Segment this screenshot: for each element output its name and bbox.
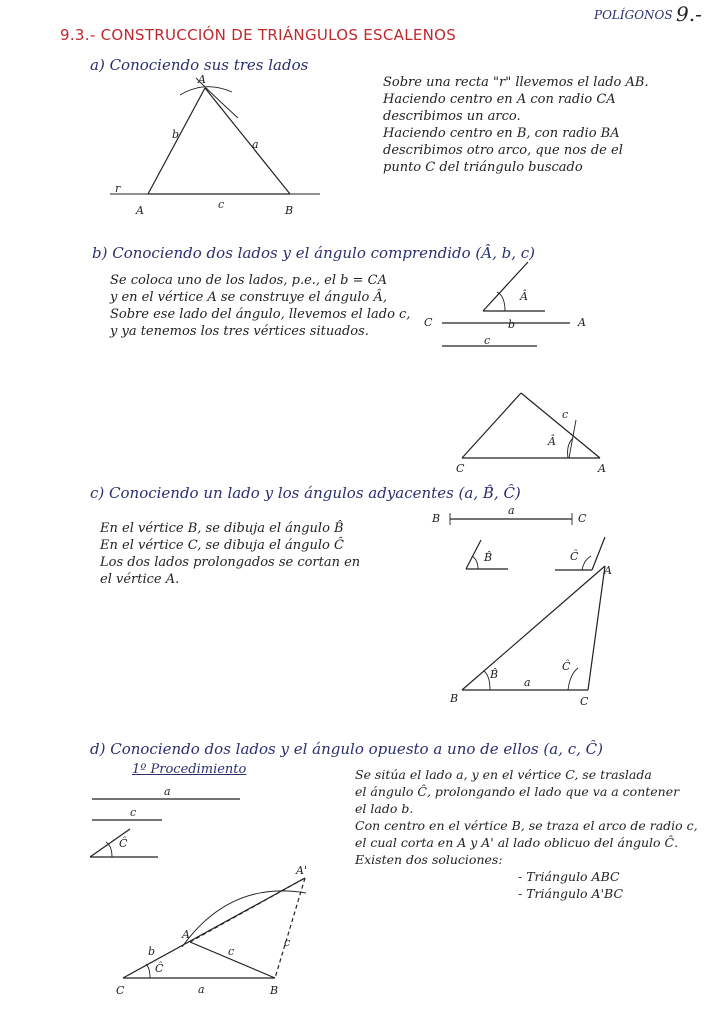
vertex-label: B xyxy=(285,204,294,217)
angle-a-reference xyxy=(483,262,545,311)
text-line: el vértice A. xyxy=(100,572,180,587)
side-label: c xyxy=(218,198,225,211)
vertex-label: A xyxy=(604,564,612,577)
vertex-label: A' xyxy=(296,864,307,877)
text-line: Con centro en el vértice B, se traza el arco de radio c, xyxy=(355,818,698,833)
vertex-label: C xyxy=(424,316,433,329)
side-label: c xyxy=(228,945,235,958)
section-title: 9.3.- CONSTRUCCIÓN DE TRIÁNGULOS ESCALENOS xyxy=(60,26,457,44)
angle-label: Ĉ xyxy=(119,837,128,850)
text-line: Los dos lados prolongados se cortan en xyxy=(100,555,361,570)
vertex-label: A xyxy=(136,204,144,217)
side-label: b xyxy=(148,945,156,958)
vertex-label: B xyxy=(432,512,441,525)
vertex-label: B xyxy=(270,984,279,997)
vertex-label: C xyxy=(456,462,465,475)
page-number: 9.- xyxy=(676,2,702,26)
text-line: En el vértice C, se dibuja el ángulo Ĉ xyxy=(100,538,344,553)
text-line: y en el vértice A se construye el ángulo Â, xyxy=(110,290,387,305)
side-label: b xyxy=(508,318,516,331)
text-line: Se coloca uno de los lados, p.e., el b = CA xyxy=(110,273,387,288)
text-line: el cual corta en A y A' al lado oblicuo del ángulo Ĉ. xyxy=(355,835,679,850)
text-line: En el vértice B, se dibuja el ángulo B̂ xyxy=(100,521,344,536)
triangle-b-figure xyxy=(462,393,600,458)
side-label: a xyxy=(524,676,531,689)
text-line: Sobre una recta "r" llevemos el lado AB. xyxy=(383,75,649,90)
side-label: a xyxy=(198,983,205,996)
segments-b-c xyxy=(442,323,570,346)
section-a-heading: a) Conociendo sus tres lados xyxy=(90,56,309,74)
text-line: y ya tenemos los tres vértices situados. xyxy=(110,324,369,339)
section-c-heading: c) Conociendo un lado y los ángulos adyacentes (a, B̂, Ĉ) xyxy=(90,484,521,502)
text-line: describimos un arco. xyxy=(383,109,521,124)
angle-label: Ĉ xyxy=(155,962,164,975)
side-label: a xyxy=(164,785,171,798)
text-line: punto C del triángulo buscado xyxy=(383,160,583,175)
angle-c-reference xyxy=(555,537,605,570)
text-line: Existen dos soluciones: xyxy=(355,852,503,867)
side-label: a xyxy=(508,504,515,517)
section-d-heading: d) Conociendo dos lados y el ángulo opuesto a uno de ellos (a, c, Ĉ) xyxy=(90,740,603,758)
side-label: c xyxy=(130,806,137,819)
text-line: Se sitúa el lado a, y en el vértice C, se traslada xyxy=(355,767,652,782)
text-line: Haciendo centro en A con radio CA xyxy=(383,92,616,107)
vertex-label: A xyxy=(578,316,586,329)
triangle-c-figure xyxy=(462,566,605,690)
angle-label: Â xyxy=(548,435,556,448)
angle-label: Â xyxy=(520,290,528,303)
side-label: c xyxy=(562,408,569,421)
topic-label: POLÍGONOS xyxy=(594,8,673,22)
triangle-d-figure xyxy=(123,878,306,978)
text-line: Sobre ese lado del ángulo, llevemos el lado c, xyxy=(110,307,411,322)
text-line: el lado b. xyxy=(355,801,414,816)
vertex-label: A xyxy=(598,462,606,475)
angle-label: Ĉ xyxy=(562,660,571,673)
solution-item: - Triángulo ABC xyxy=(518,869,620,884)
text-line: describimos otro arco, que nos de el xyxy=(383,143,623,158)
section-d-subheading: 1º Procedimiento xyxy=(132,762,247,777)
triangle-a-figure xyxy=(110,78,320,194)
solution-item: - Triángulo A'BC xyxy=(518,886,624,901)
vertex-label: A xyxy=(198,73,206,86)
section-b-heading: b) Conociendo dos lados y el ángulo comprendido (Â, b, c) xyxy=(92,244,536,262)
vertex-label: B xyxy=(450,692,459,705)
vertex-label: C xyxy=(116,984,125,997)
side-label: b xyxy=(172,128,180,141)
vertex-label: A xyxy=(182,928,190,941)
side-label: a xyxy=(252,138,259,151)
line-label: r xyxy=(115,182,121,195)
side-label: c xyxy=(484,334,491,347)
vertex-label: C xyxy=(578,512,587,525)
text-line: el ángulo Ĉ, prolongando el lado que va a contener xyxy=(355,784,680,799)
segments-a-c-d xyxy=(92,799,240,820)
text-line: Haciendo centro en B, con radio BA xyxy=(383,126,620,141)
angle-label: Ĉ xyxy=(570,550,579,563)
vertex-label: C xyxy=(580,695,589,708)
angle-label: B̂ xyxy=(484,551,493,564)
angle-label: B̂ xyxy=(490,668,499,681)
side-label: c xyxy=(284,936,291,949)
